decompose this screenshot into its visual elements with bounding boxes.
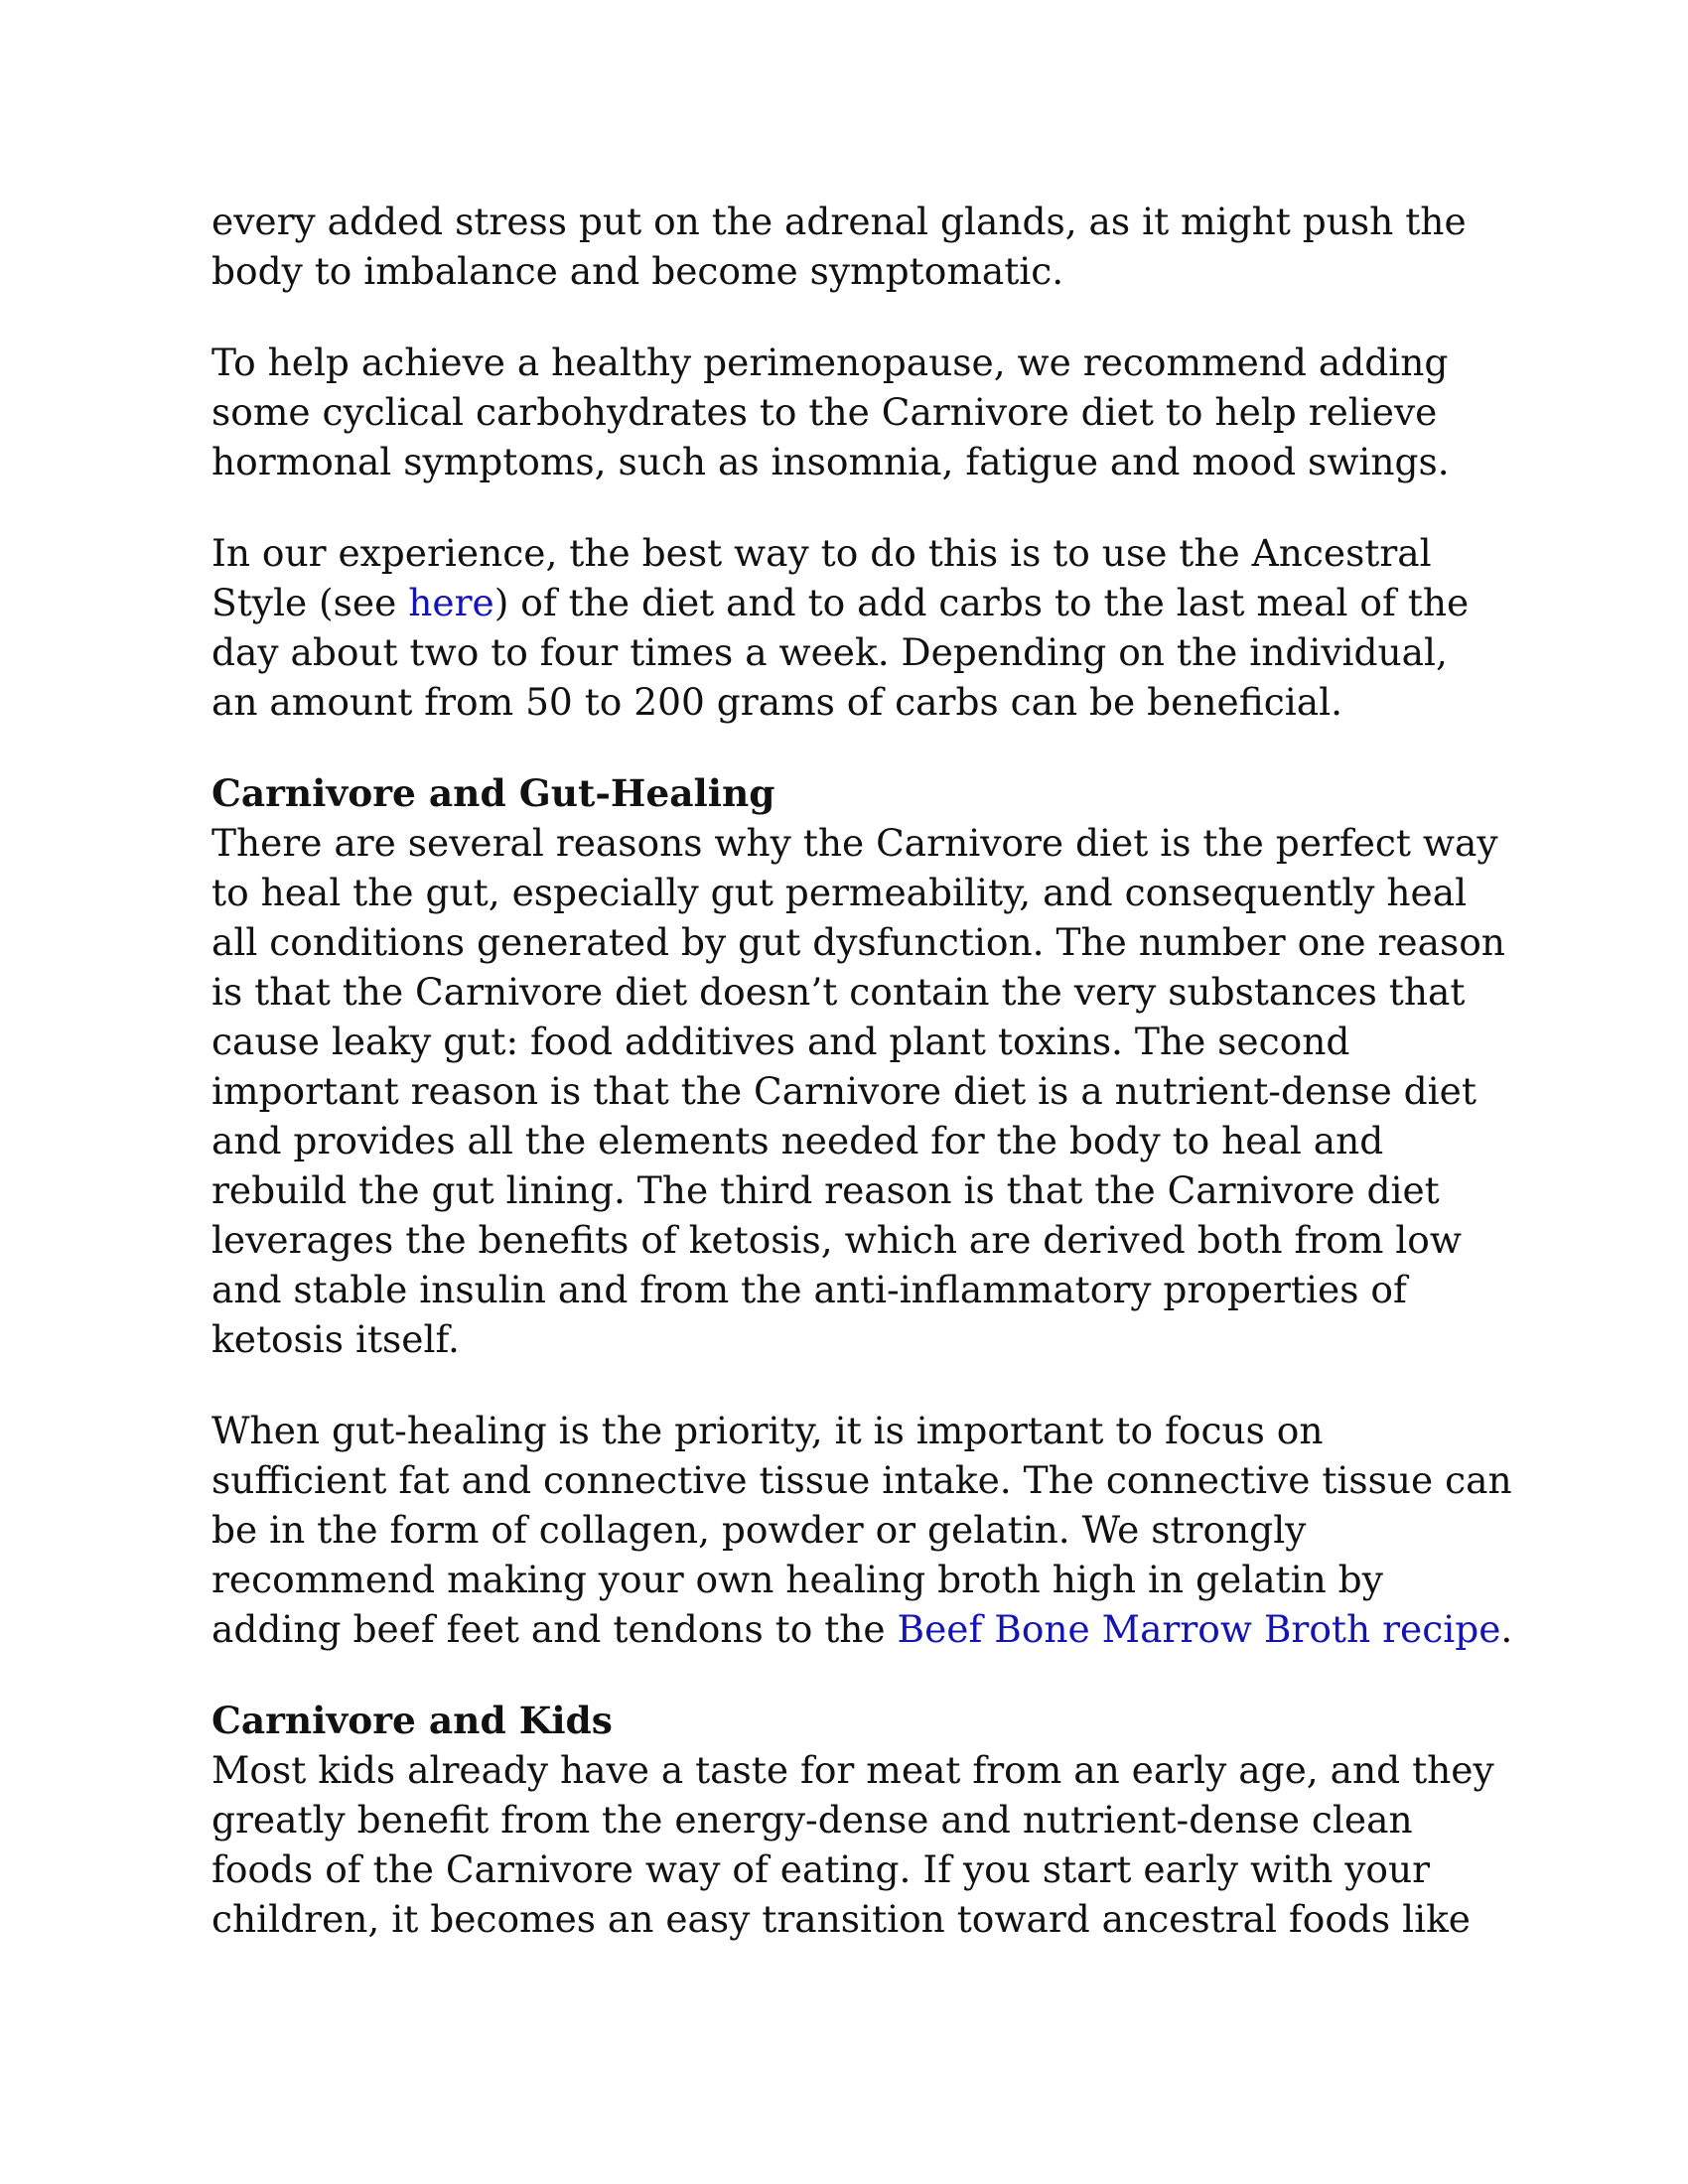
text-line: rebuild the gut lining. The third reason is that the Carnivore diet — [211, 1168, 1440, 1212]
text-line: some cyclical carbohydrates to the Carnivore diet to help relieve — [211, 390, 1438, 434]
paragraph-adrenal — [211, 197, 1502, 296]
text-line: When gut-healing is the priority, it is important to focus on — [211, 1409, 1324, 1452]
text-line: be in the form of collagen, powder or gelatin. We strongly — [211, 1508, 1307, 1552]
text-line: an amount from 50 to 200 grams of carbs can be beneficial. — [211, 680, 1342, 724]
text-line: and stable insulin and from the anti-inflammatory properties of — [211, 1268, 1407, 1311]
here-link[interactable]: here — [408, 581, 494, 624]
text-line: body to imbalance and become symptomatic. — [211, 249, 1064, 293]
text-line: foods of the Carnivore way of eating. If you start early with your — [211, 1847, 1431, 1891]
text-line — [211, 578, 1502, 627]
text-segment: adding beef feet and tendons to the — [211, 1607, 898, 1651]
section-kids — [211, 1696, 1502, 1944]
text-line: every added stress put on the adrenal glands, as it might push the — [211, 200, 1467, 243]
text-line: is that the Carnivore diet doesn’t contain the very substances that — [211, 970, 1466, 1014]
paragraph-perimenopause — [211, 338, 1502, 486]
text-line: to heal the gut, especially gut permeability, and consequently heal — [211, 871, 1468, 914]
text-line: ketosis itself. — [211, 1317, 460, 1361]
text-line: In our experience, the best way to do this is to use the Ancestral — [211, 531, 1432, 575]
text-line: day about two to four times a week. Depending on the individual, — [211, 630, 1448, 674]
text-line: There are several reasons why the Carnivore diet is the perfect way — [211, 821, 1498, 865]
text-line: cause leaky gut: food additives and plant toxins. The second — [211, 1020, 1350, 1063]
section-heading-kids: Carnivore and Kids — [211, 1699, 613, 1742]
paragraph-ancestral-style — [211, 528, 1502, 727]
text-line: children, it becomes an easy transition toward ancestral foods like — [211, 1897, 1471, 1941]
text-line: To help achieve a healthy perimenopause, we recommend adding — [211, 341, 1449, 384]
text-line — [211, 1604, 1513, 1654]
text-line: important reason is that the Carnivore diet is a nutrient-dense diet — [211, 1069, 1477, 1113]
text-line: leverages the benefits of ketosis, which are derived both from low — [211, 1218, 1462, 1262]
paragraph-connective-tissue — [211, 1406, 1513, 1654]
text-segment: . — [1500, 1607, 1513, 1651]
text-line: recommend making your own healing broth high in gelatin by — [211, 1558, 1383, 1601]
text-line: all conditions generated by gut dysfunction. The number one reason — [211, 920, 1505, 964]
section-gut-healing — [211, 768, 1505, 1364]
beef-bone-marrow-broth-recipe-link[interactable]: Beef Bone Marrow Broth recipe — [897, 1607, 1501, 1651]
text-line: hormonal symptoms, such as insomnia, fatigue and mood swings. — [211, 440, 1450, 483]
text-line: and provides all the elements needed for the body to heal and — [211, 1119, 1384, 1162]
text-segment: Style (see — [211, 581, 409, 624]
text-line: greatly benefit from the energy-dense and nutrient-dense clean — [211, 1798, 1413, 1842]
text-line: Most kids already have a taste for meat from an early age, and they — [211, 1748, 1494, 1792]
text-line: sufficient fat and connective tissue intake. The connective tissue can — [211, 1458, 1512, 1502]
text-segment: ) of the diet and to add carbs to the last meal of the — [493, 581, 1470, 624]
document-page — [211, 197, 1513, 1985]
section-heading-gut-healing: Carnivore and Gut-Healing — [211, 771, 775, 815]
